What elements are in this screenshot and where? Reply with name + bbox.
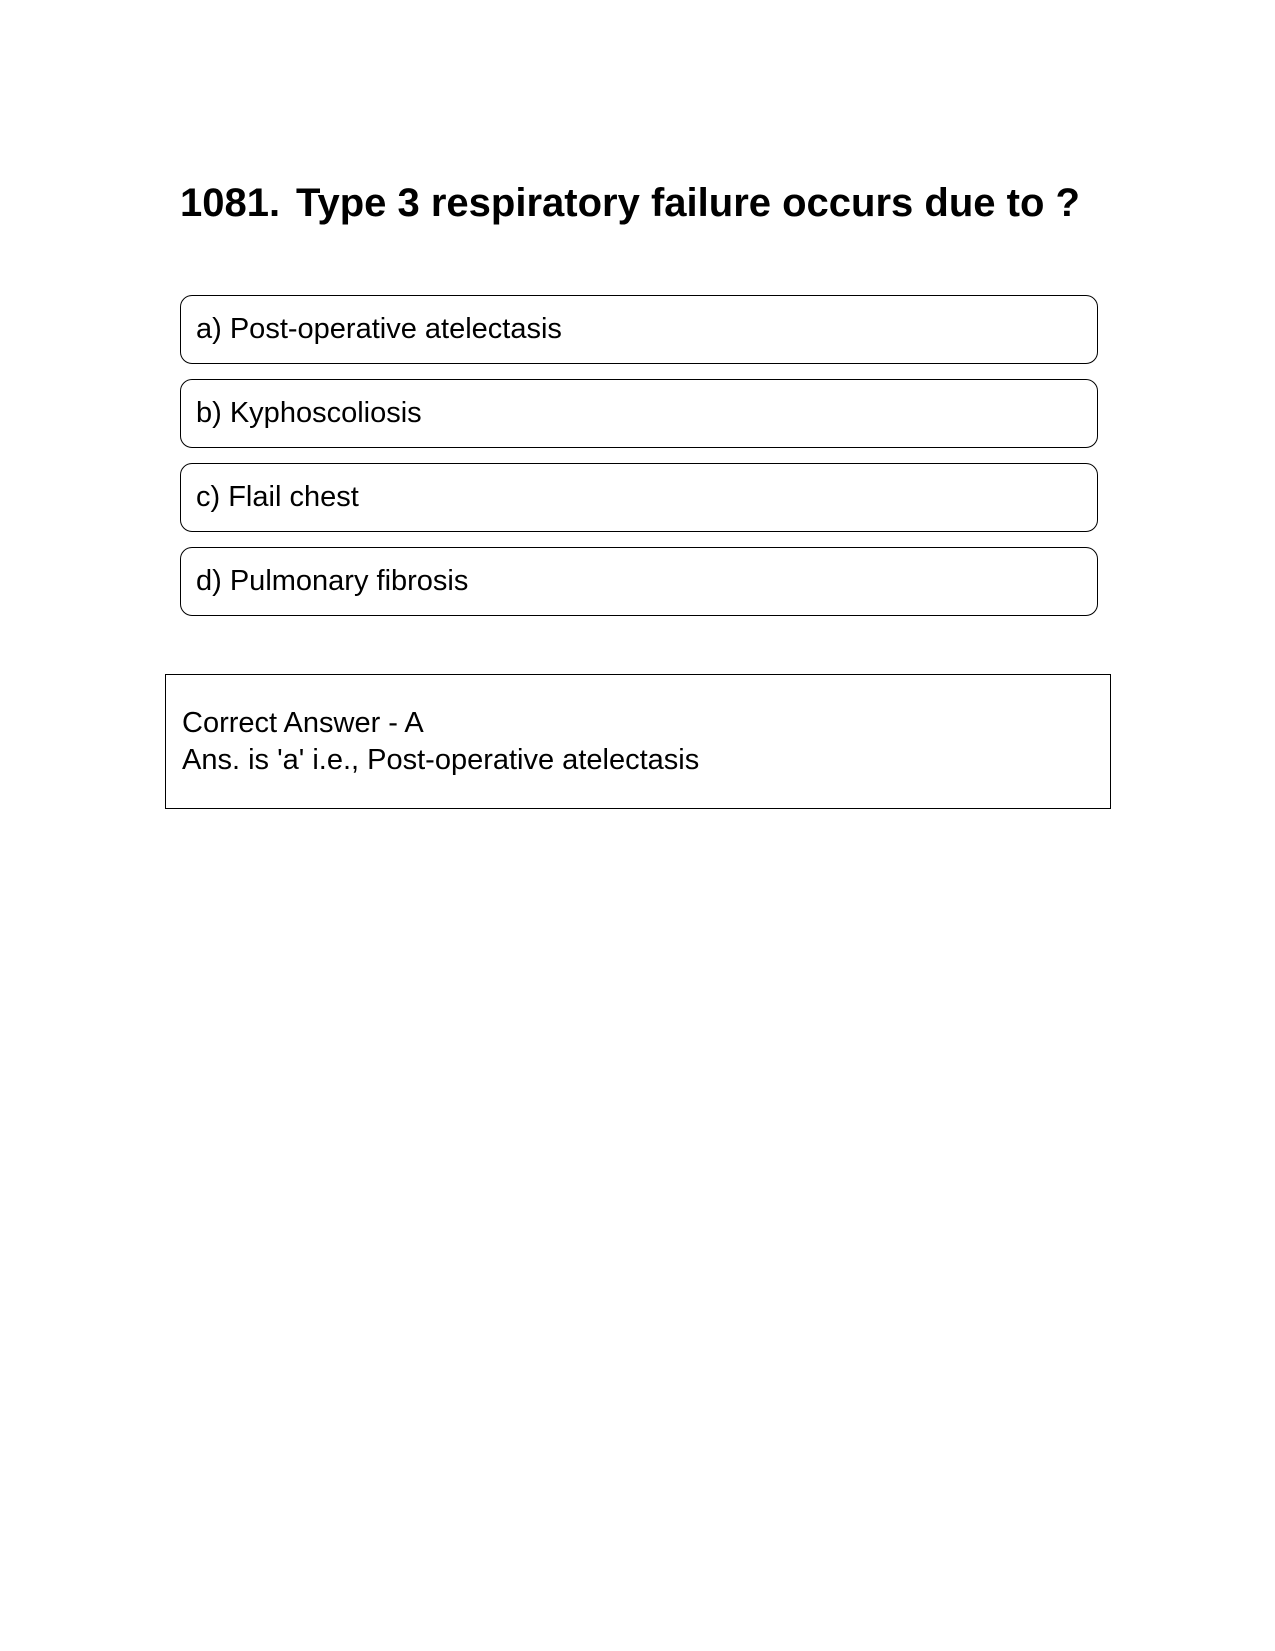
correct-answer-label: Correct Answer - A [182,707,424,739]
question-heading [180,178,1100,228]
question-number: 1081. [180,181,281,225]
option-c[interactable]: c) Flail chest [180,463,1098,532]
answer-explanation: Ans. is 'a' i.e., Post-operative atelectasis [182,744,700,776]
answer-box [165,674,1111,809]
options-list [180,295,1098,631]
question-text: Type 3 respiratory failure occurs due to ? [296,181,1080,225]
option-b[interactable]: b) Kyphoscoliosis [180,379,1098,448]
option-d[interactable]: d) Pulmonary fibrosis [180,547,1098,616]
option-a[interactable]: a) Post-operative atelectasis [180,295,1098,364]
